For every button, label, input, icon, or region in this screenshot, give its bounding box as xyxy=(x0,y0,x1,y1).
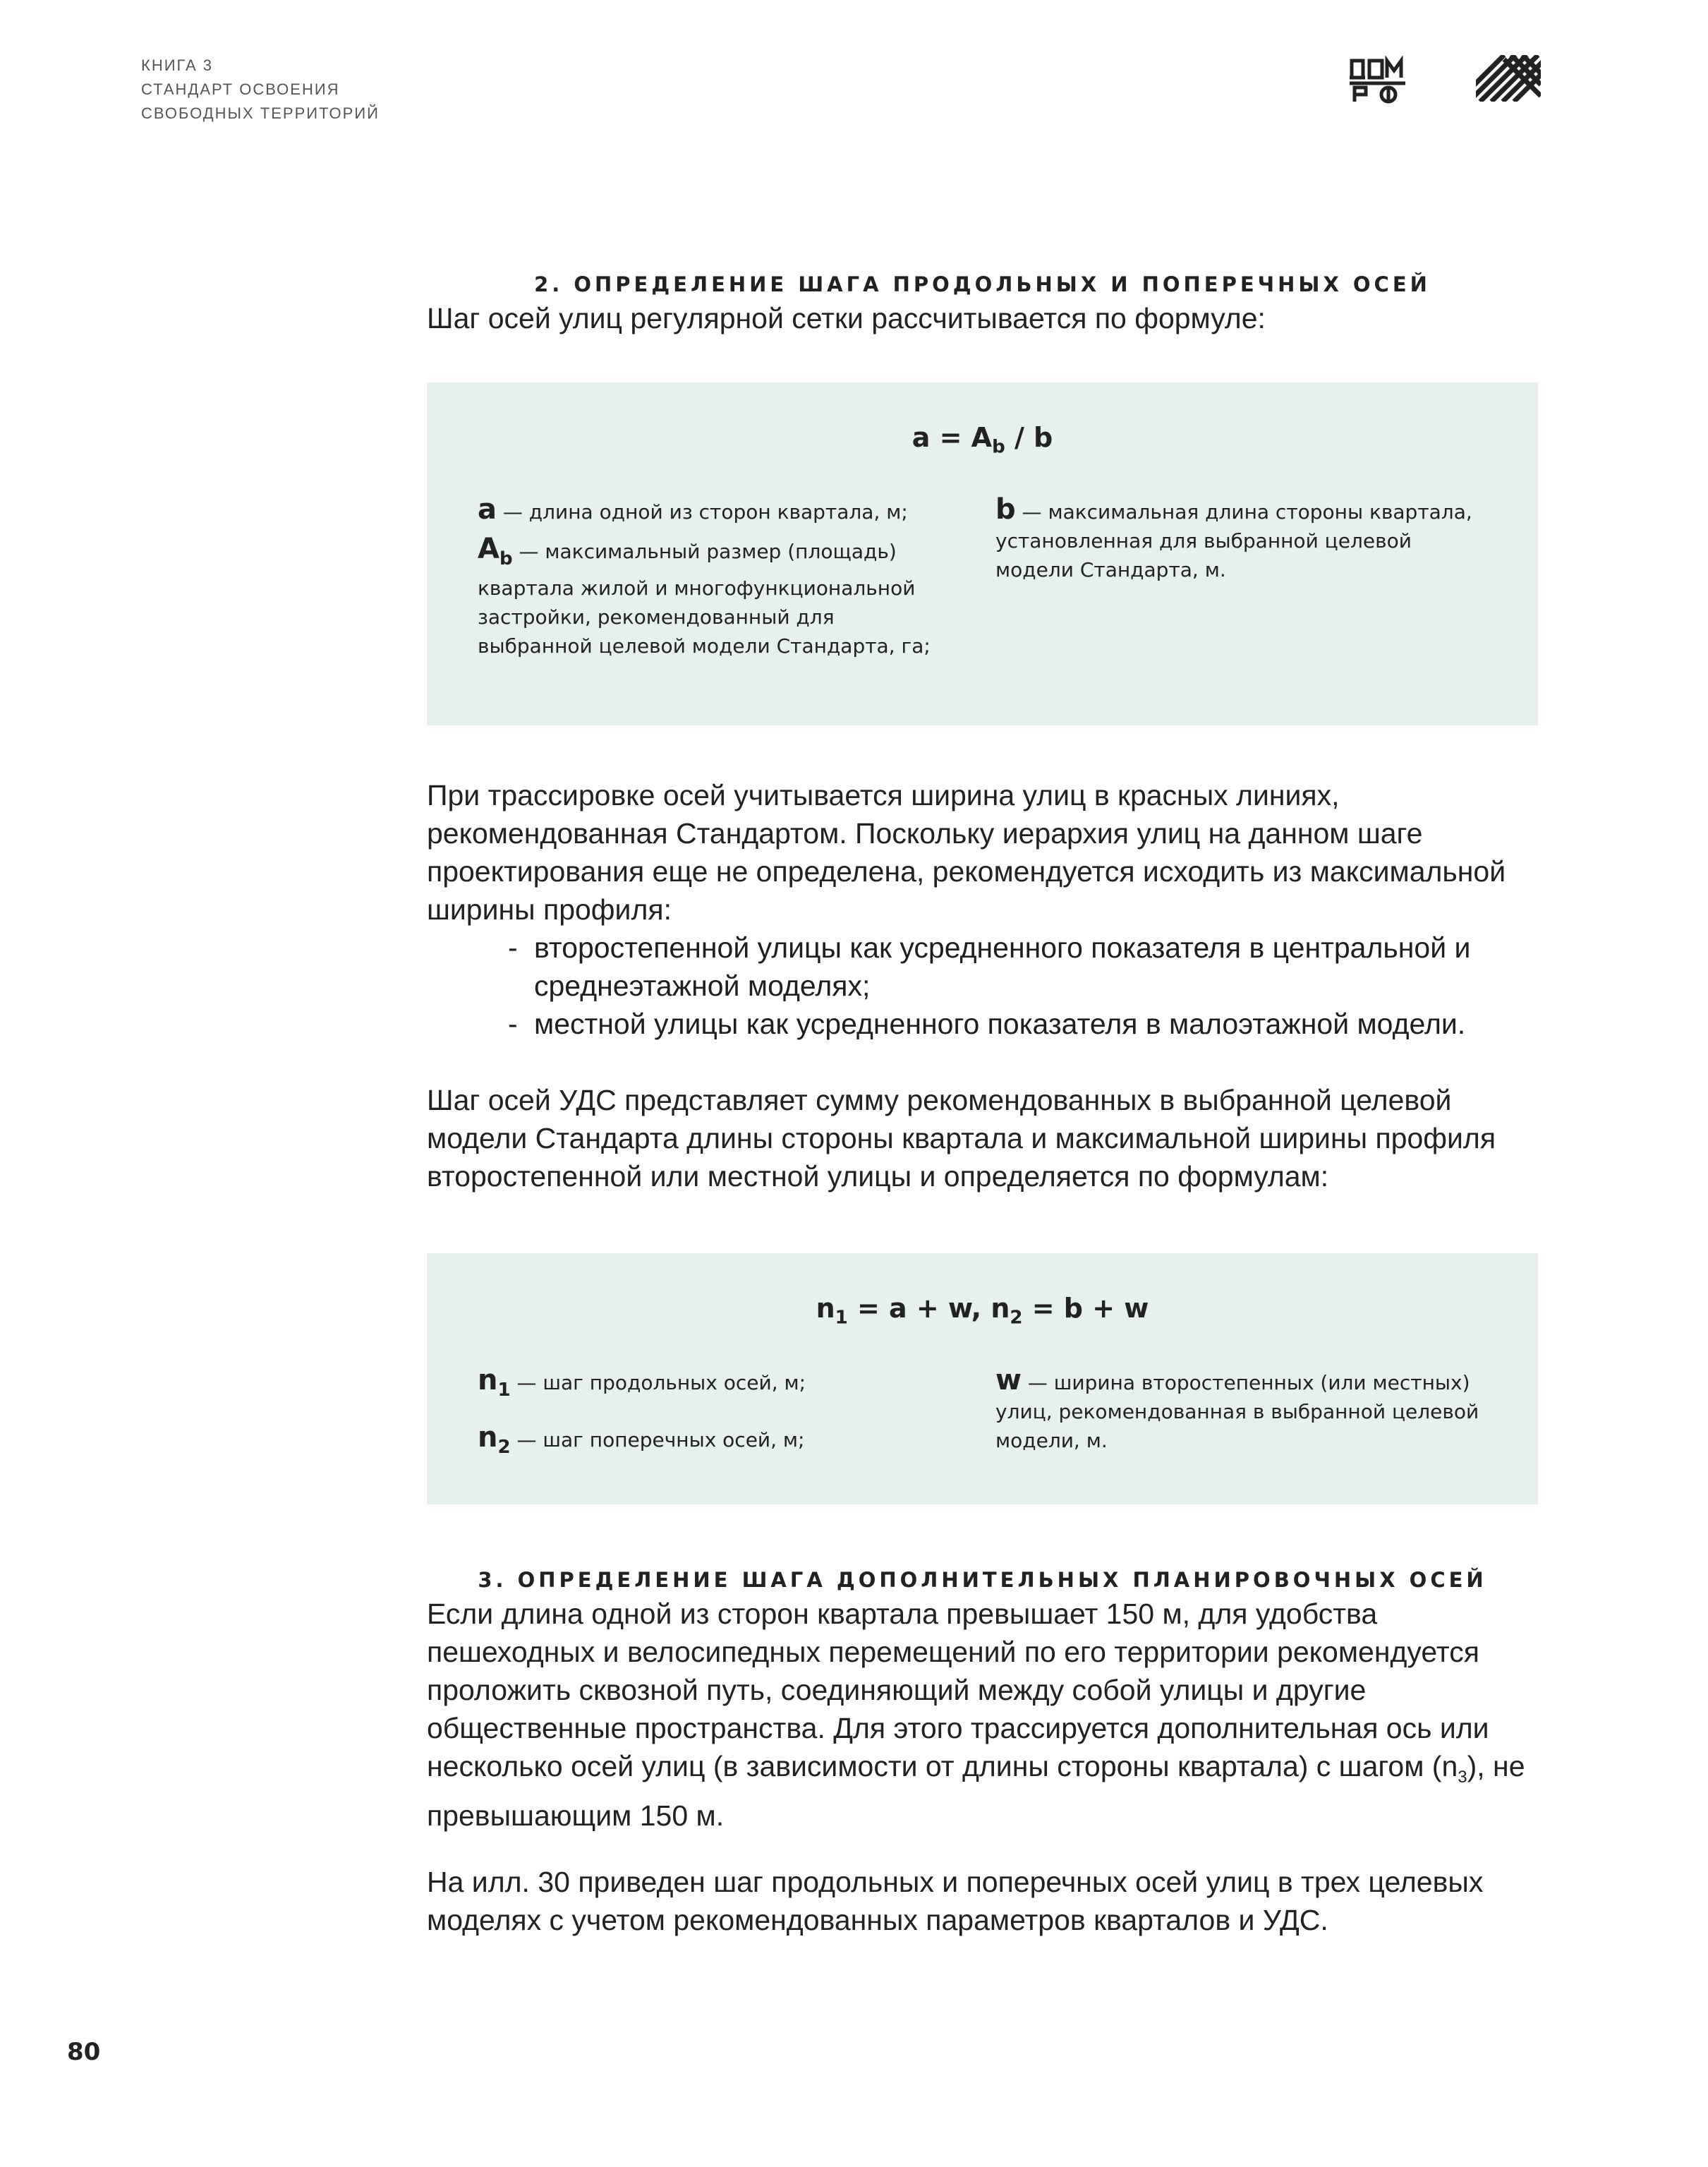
header-line-3: СВОБОДНЫХ ТЕРРИТОРИЙ xyxy=(141,104,380,122)
formula-box-1 xyxy=(427,382,1538,725)
definition-Ab: $A_b$ — максимальный размер (площадь) квартала жилой и многофункциональной застройки, рекомендованный для выбранной целевой модели Стандарта, га; xyxy=(478,533,931,658)
book-header xyxy=(141,54,380,126)
definition-a: a — длина одной из сторон квартала, м; xyxy=(478,493,908,526)
paragraph-1: При трассировке осей учитывается ширина улиц в красных линиях, рекомендованная Стандартом. Поскольку иерархия улиц на данном шаге проектирования еще не определена, рекомендуется исходить из максимальной ширины профиля: xyxy=(427,779,1506,926)
header-line-2: СТАНДАРТ ОСВОЕНИЯ xyxy=(141,80,340,98)
paragraph-street-width xyxy=(427,776,1538,1043)
section-2-heading: 2. ОПРЕДЕЛЕНИЕ ШАГА ПРОДОЛЬНЫХ И ПОПЕРЕЧНЫХ ОСЕЙ xyxy=(534,272,1431,296)
definition-b: b — максимальная длина стороны квартала, установленная для выбранной целевой модели Стандарта, м. xyxy=(995,493,1472,581)
bullet-list xyxy=(427,929,1538,1043)
formula-box-2 xyxy=(427,1253,1538,1504)
paragraph-2: Шаг осей УДС представляет сумму рекомендованных в выбранной целевой модели Стандарта длины стороны квартала и максимальной ширины профиля второстепенной или местной улицы и определяется по формулам: xyxy=(427,1084,1496,1193)
definition-n2: $n_2$ — шаг поперечных осей, м; xyxy=(478,1421,805,1458)
list-item: - местной улицы как усредненного показателя в малоэтажной модели. xyxy=(508,1005,1538,1043)
list-item: - второстепенной улицы как усредненного показателя в центральной и среднеэтажной моделях; xyxy=(508,929,1538,1005)
diagonal-pattern-logo-icon xyxy=(1476,55,1541,102)
formula-n: $n_1 = a + w$, $n_2 = b + w$ xyxy=(816,1293,1149,1329)
section-2-intro: Шаг осей улиц регулярной сетки рассчитывается по формуле: xyxy=(427,302,1266,334)
page-number: 80 xyxy=(67,2038,101,2066)
section-3-paragraph-2: На илл. 30 приведен шаг продольных и поперечных осей улиц в трех целевых моделях с учетом рекомендованных параметров кварталов и УДС. xyxy=(427,1866,1484,1936)
definitions-left-2 xyxy=(478,1366,950,1471)
dom-rf-logo-icon xyxy=(1347,55,1408,104)
formula-a: $a = A_b / b$ xyxy=(911,422,1053,458)
header-line-1: КНИГА 3 xyxy=(141,56,213,74)
definition-w: w — ширина второстепенных (или местных) улиц, рекомендованная в выбранной целевой модели, м. xyxy=(995,1364,1479,1452)
definitions-left xyxy=(478,495,950,669)
section-3-paragraph: Если длина одной из сторон квартала превышает 150 м, для удобства пешеходных и велосипедных перемещений по его территории рекомендуется проложить сквозной путь, соединяющий между собой улицы и другие общественные пространства. Для этого трассируется дополнительная ось или несколько осей улиц (в зависимости от длины стороны квартала) с шагом $(n_3)$, не превышающим 150 м. xyxy=(427,1598,1525,1833)
section-3-heading: 3. ОПРЕДЕЛЕНИЕ ШАГА ДОПОЛНИТЕЛЬНЫХ ПЛАНИРОВОЧНЫХ ОСЕЙ xyxy=(478,1568,1487,1592)
definitions-right-2 xyxy=(995,1366,1482,1463)
definitions-right xyxy=(995,495,1489,593)
definition-n1: $n_1$ — шаг продольных осей, м; xyxy=(478,1364,806,1401)
